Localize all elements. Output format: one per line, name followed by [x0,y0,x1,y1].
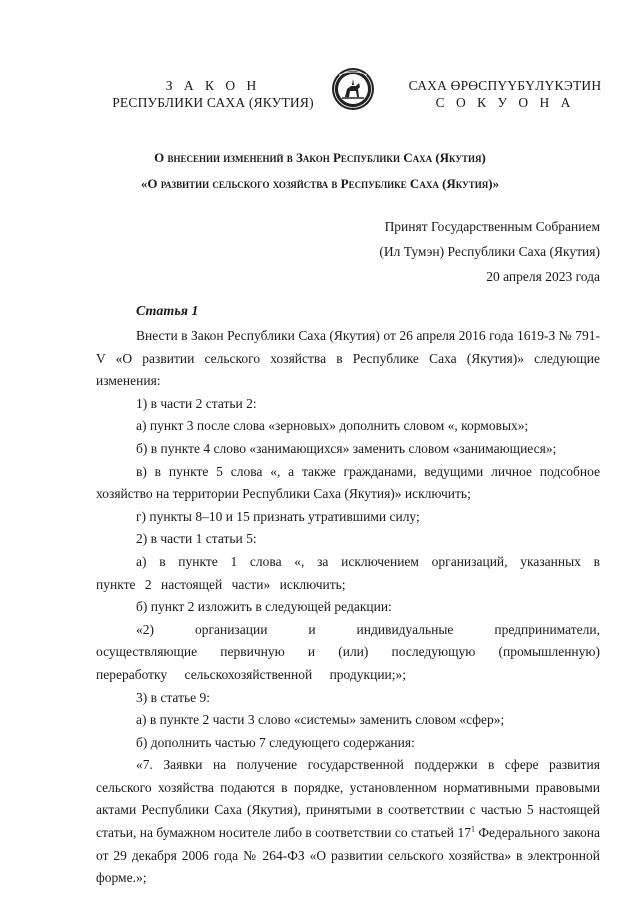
paragraph: Внести в Закон Республики Саха (Якутия) от 26 апреля 2016 года 1619-З № 791-V «О развитии сельского хозяйства в Республике Саха (Якутия)» следующие изменения: [96,328,600,389]
republic-name-sakha: САХА ӨРӨСПҮҮБҮЛҮКЭТИН [408,78,602,93]
paragraph: в) в пункте 5 слова «, а также гражданами, ведущими личное подсобное хозяйство на территории Республики Саха (Якутия)» исключить; [96,463,600,502]
paragraph: б) дополнить частью 7 следующего содержания: [136,734,415,750]
header-right [395,77,615,111]
paragraph: 1) в части 2 статьи 2: [136,395,257,411]
law-label: З А К О Н [165,78,261,93]
coat-of-arms-emblem-icon [331,67,375,111]
adoption-line1: Принят Государственным Собранием [384,219,600,234]
article-body [96,325,600,890]
paragraph: б) пункт 2 изложить в следующей редакции: [136,599,392,615]
article-heading: Статья 1 [136,304,199,319]
amendment-text: «7. Заявки на получение государственной поддержки в сфере развития сельского хозяйства подаются в порядке, установленном нормативными правовыми актами Республики Саха (Якутия), принятыми в соответствии с частью 5 настоящей статьи, на бумажном носителе либо в соответствии со статьей 17 [96,757,600,841]
document-title-line1: О внесении изменений в Закон Республики Саха (Якутия) [154,150,486,165]
document-title-line2: «О развитии сельского хозяйства в Республике Саха (Якутия)» [140,176,500,191]
paragraph: а) в пункте 1 слова «, за исключением организаций, указанных в пункте 2 настоящей части» исключить; [96,553,600,592]
paragraph: 3) в статье 9: [136,689,210,705]
paragraph: «2) организации и индивидуальные предприниматели, осуществляющие первичную и (или) последующую (промышленную) переработку сельскохозяйственной продукции;»; [96,621,600,682]
adoption-line2: (Ил Тумэн) Республики Саха (Якутия) [379,244,600,259]
paragraph: г) пункты 8–10 и 15 признать утратившими силу; [136,508,420,524]
header-left [108,77,318,111]
republic-name: РЕСПУБЛИКИ САХА (ЯКУТИЯ) [112,95,314,110]
paragraph: а) в пункте 2 части 3 слово «системы» заменить словом «сфер»; [136,712,505,728]
adoption-date: 20 апреля 2023 года [486,269,600,284]
adoption-info [280,214,600,289]
paragraph-amendment [96,754,600,890]
paragraph: 2) в части 1 статьи 5: [136,531,257,547]
superscript: 1 [470,824,475,834]
amendment-text-end: Федерального закона от 29 декабря 2006 года № 264-ФЗ «О развитии сельского хозяйства» в электронной форме.»; [96,825,601,886]
law-label-sakha: С О К У О Н А [435,95,575,110]
paragraph: б) в пункте 4 слово «занимающихся» заменить словом «занимающиеся»; [136,440,557,456]
paragraph: а) пункт 3 после слова «зерновых» дополнить словом «, кормовых»; [136,418,529,434]
